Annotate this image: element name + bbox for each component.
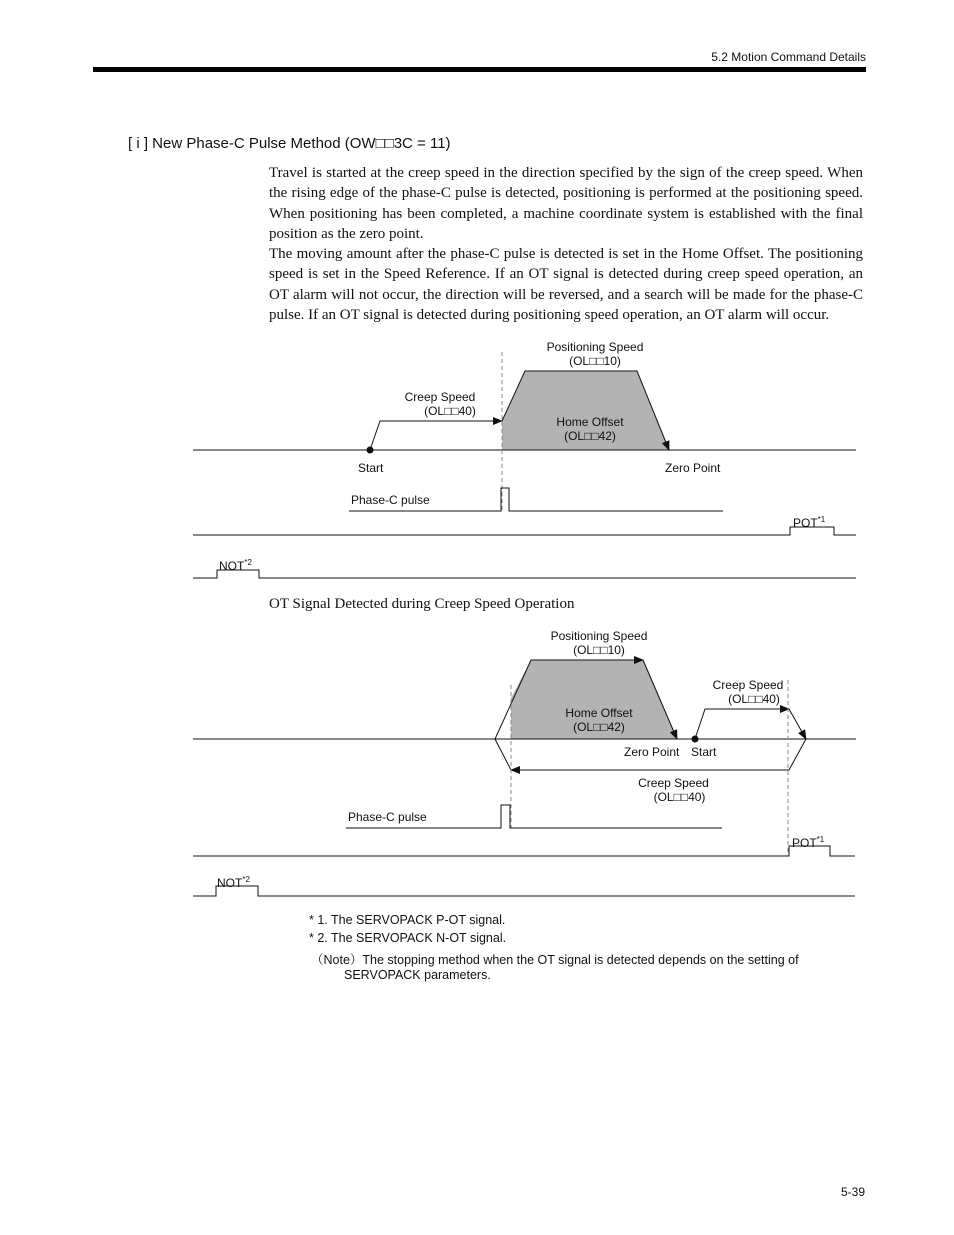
label-text: POT — [792, 836, 817, 850]
positioning-speed-label — [539, 629, 659, 657]
register-text: (OL□□40) — [424, 404, 476, 418]
label-text: Positioning Speed — [550, 629, 648, 643]
footnote-1: * 1. The SERVOPACK P-OT signal. — [309, 913, 506, 927]
register-text: (OL□□40) — [653, 790, 706, 804]
creep-profile — [370, 421, 502, 450]
footnote-ref: *1 — [816, 835, 825, 844]
zero-point-label: Zero Point — [624, 745, 680, 759]
phase-c-label: Phase-C pulse — [351, 493, 430, 507]
reverse-creep-label — [626, 776, 721, 804]
register-text: (OL□□40) — [728, 692, 780, 706]
label-text: Home Offset — [565, 706, 633, 720]
register-text: (OL□□42) — [573, 720, 625, 734]
not-label — [217, 873, 250, 890]
register-text: (OL□□42) — [564, 429, 616, 443]
pot-signal — [193, 846, 855, 856]
zero-point-label: Zero Point — [665, 461, 721, 475]
paragraph-1: Travel is started at the creep speed in the direction specified by the sign of the creep speed. When the rising edge of the phase-C pulse is detected, positioning is performed at the positioning speed. When positioning has been completed, a machine coordinate system is established with the final position as the zero point. — [269, 165, 863, 242]
label-text: Creep Speed — [404, 390, 476, 404]
label-text: Creep Speed — [638, 776, 709, 790]
start-label: Start — [358, 461, 384, 475]
home-offset-label — [540, 415, 640, 443]
diagram-1 — [193, 352, 856, 578]
label-text: Positioning Speed — [546, 340, 644, 354]
note: （Note）The stopping method when the OT signal is detected depends on the setting of — [311, 953, 799, 967]
creep-profile — [695, 709, 789, 739]
label-text: NOT — [217, 876, 243, 890]
phase-c-label: Phase-C pulse — [348, 810, 427, 824]
register-text: (OL□□10) — [573, 643, 625, 657]
running-header: 5.2 Motion Command Details — [711, 50, 866, 64]
creep-speed-label — [703, 678, 793, 706]
subheading: OT Signal Detected during Creep Speed Operation — [269, 596, 575, 612]
start-dot — [692, 736, 698, 742]
pot-signal — [193, 527, 856, 535]
pot-label — [792, 833, 824, 850]
register-text: (OL□□10) — [569, 354, 621, 368]
pot-label — [793, 513, 825, 530]
section-heading: [ i ] New Phase-C Pulse Method (OW□□3C = 11) — [128, 135, 451, 152]
start-dot — [367, 447, 373, 453]
footnote-2: * 2. The SERVOPACK N-OT signal. — [309, 931, 507, 945]
footnote-ref: *2 — [244, 558, 252, 567]
footnote-ref: *2 — [242, 875, 250, 884]
positioning-speed-label — [535, 340, 655, 368]
paragraph-2: The moving amount after the phase-C pulse is detected is set in the Home Offset. The positioning speed is set in the Speed Reference. If an OT signal is detected during creep speed operation, an OT alarm will not occur, the direction will be reversed, and a search will be made for the phase-C pulse. If an OT signal is detected during positioning speed operation, an OT alarm will occur. — [269, 246, 863, 323]
creep-speed-label — [390, 390, 490, 418]
start-label: Start — [691, 745, 717, 759]
not-signal — [193, 886, 855, 896]
page-number: 5-39 — [840, 1185, 865, 1199]
label-text: POT — [793, 516, 818, 530]
home-offset-label — [549, 706, 649, 734]
not-signal — [193, 570, 856, 578]
footnote-ref: *1 — [817, 515, 826, 524]
label-text: Creep Speed — [712, 678, 784, 692]
label-text: NOT — [219, 559, 245, 573]
note-continued: SERVOPACK parameters. — [344, 968, 491, 982]
label-text: Home Offset — [556, 415, 624, 429]
not-label — [219, 556, 252, 573]
